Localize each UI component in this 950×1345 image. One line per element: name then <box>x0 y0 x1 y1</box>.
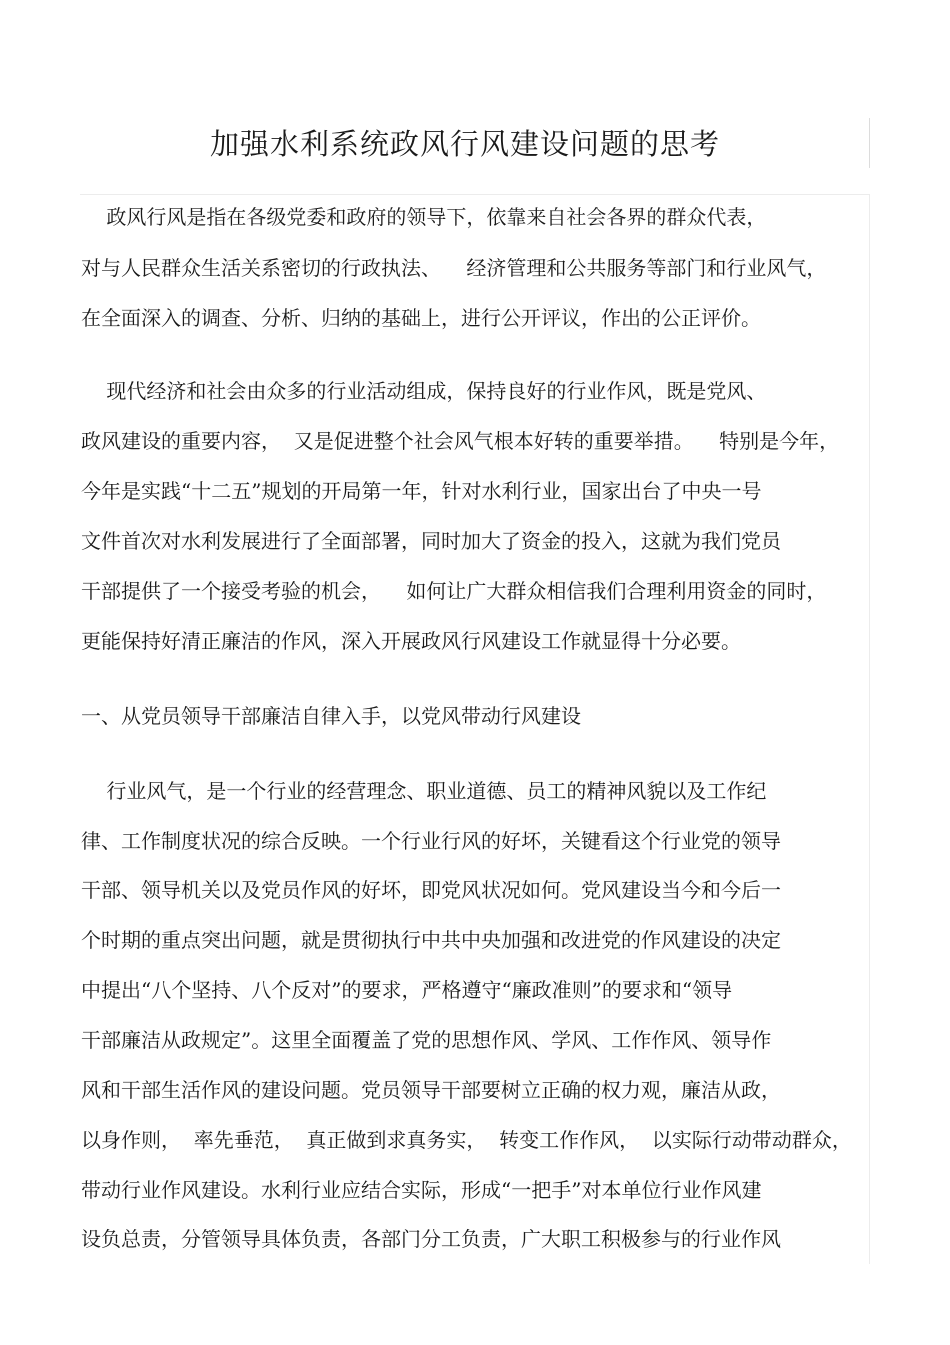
paragraph-2-line-2: 政风建设的重要内容， 又是促进整个社会风气根本好转的重要举措。 特别是今年， <box>81 429 840 453</box>
paragraph-3-line-7: 风和干部生活作风的建设问题。党员领导干部要树立正确的权力观，廉洁从政， <box>81 1078 781 1102</box>
paragraph-3-line-5: 中提出“八个坚持、八个反对”的要求，严格遵守“廉政准则”的要求和“领导 <box>81 978 733 1002</box>
paragraph-3-line-8: 以身作则， 率先垂范， 真正做到求真务实， 转变工作作风， 以实际行动带动群众， <box>81 1128 852 1152</box>
paragraph-2-line-3: 今年是实践“十二五”规划的开局第一年，针对水利行业，国家出台了中央一号 <box>81 479 762 503</box>
paragraph-1-line-1: 政风行风是指在各级党委和政府的领导下，依靠来自社会各界的群众代表， <box>81 205 767 229</box>
paragraph-3-line-6: 干部廉洁从政规定”。这里全面覆盖了党的思想作风、学风、工作作风、领导作 <box>81 1028 772 1052</box>
paragraph-2-line-6: 更能保持好清正廉洁的作风，深入开展政风行风建设工作就显得十分必要。 <box>81 629 741 653</box>
right-margin-divider <box>869 194 870 1264</box>
paragraph-3-line-1: 行业风气，是一个行业的经营理念、职业道德、员工的精神风貌以及工作纪 <box>81 779 767 803</box>
paragraph-2-line-5: 干部提供了一个接受考验的机会， 如何让广大群众相信我们合理利用资金的同时， <box>81 579 827 603</box>
title-divider-vertical <box>869 118 870 168</box>
section-heading-1: 一、从党员领导干部廉洁自律入手，以党风带动行风建设 <box>81 704 581 728</box>
paragraph-1-line-2: 对与人民群众生活关系密切的行政执法、 经济管理和公共服务等部门和行业风气， <box>81 256 827 280</box>
paragraph-1-line-3: 在全面深入的调查、分析、归纳的基础上，进行公开评议，作出的公正评价。 <box>81 306 761 330</box>
paragraph-2-line-1: 现代经济和社会由众多的行业活动组成，保持良好的行业作风，既是党风、 <box>81 379 767 403</box>
document-title: 加强水利系统政风行风建设问题的思考 <box>209 127 720 161</box>
header-divider <box>80 194 870 195</box>
paragraph-2-line-4: 文件首次对水利发展进行了全面部署，同时加大了资金的投入，这就为我们党员 <box>81 529 781 553</box>
paragraph-3-line-4: 个时期的重点突出问题，就是贯彻执行中共中央加强和改进党的作风建设的决定 <box>81 928 781 952</box>
paragraph-3-line-3: 干部、领导机关以及党员作风的好坏，即党风状况如何。党风建设当今和今后一 <box>81 878 781 902</box>
paragraph-3-line-9: 带动行业作风建设。水利行业应结合实际，形成“一把手”对本单位行业作风建 <box>81 1178 762 1202</box>
paragraph-3-line-2: 律、工作制度状况的综合反映。一个行业行风的好坏，关键看这个行业党的领导 <box>81 829 781 853</box>
paragraph-3-line-10: 设负总责，分管领导具体负责，各部门分工负责，广大职工积极参与的行业作风 <box>81 1227 781 1251</box>
